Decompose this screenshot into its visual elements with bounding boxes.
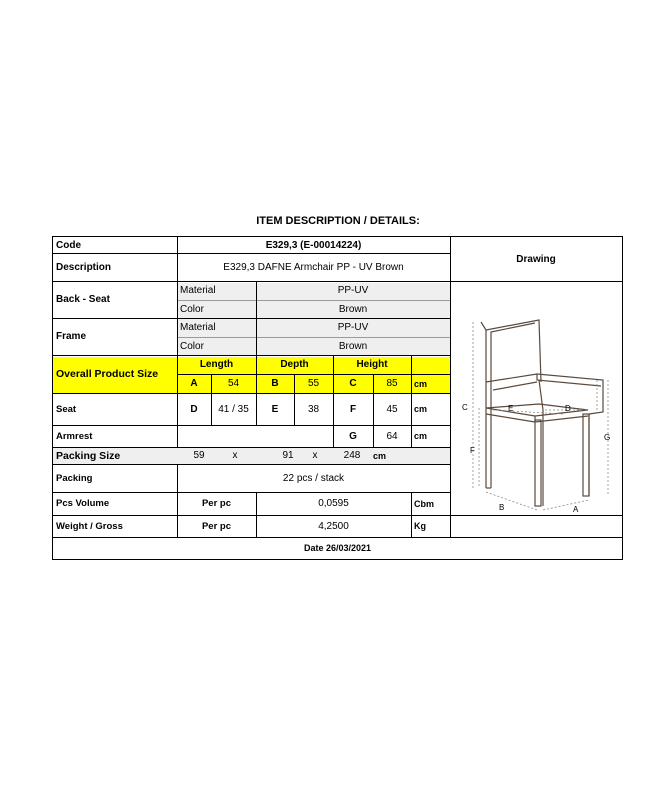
packing-size-unit: cm [373,450,387,461]
packing-size-v3: 248 [343,450,361,461]
drawing-label-b: B [499,503,505,512]
dim-c-value: 85 [386,378,398,389]
packing-size-x1: x [232,450,238,461]
dim-a-letter: A [190,378,198,389]
overall-size-label: Overall Product Size [56,368,159,380]
pcs-volume-value: 0,0595 [318,498,349,509]
dim-g-letter: G [349,430,357,442]
description-value: E329,3 DAFNE Armchair PP - UV Brown [223,261,404,273]
pcs-volume-per: Per pc [201,498,232,509]
dim-b-letter: B [271,378,279,389]
armrest-label: Armrest [56,430,93,442]
packing-size-v1: 59 [193,450,205,461]
dim-d-value: 41 / 35 [218,403,249,415]
code-label: Code [56,239,81,251]
packing-label: Packing [56,472,93,484]
packing-size-x2: x [312,450,318,461]
packing-size-label: Packing Size [56,449,121,462]
frame-color-value: Brown [338,340,368,352]
drawing-label-f: F [470,446,475,455]
drawing-label-c: C [462,403,468,412]
drawing-label-d: D [565,404,571,413]
dim-b-value: 55 [307,378,320,389]
seat-unit: cm [414,404,428,414]
back-seat-material-value: PP-UV [337,285,369,296]
seat-label: Seat [56,403,77,415]
frame-material-label: Material [180,322,216,333]
armrest-unit: cm [414,431,428,441]
weight-value: 4,2500 [318,520,349,532]
depth-header: Depth [280,359,309,370]
code-value: E329,3 (E-00014224) [265,239,362,251]
dim-e-letter: E [271,403,279,415]
frame-material-value: PP-UV [337,322,369,333]
chair-drawing [453,310,619,520]
height-header: Height [356,359,388,370]
date-footer: Date 26/03/2021 [303,543,372,553]
back-seat-color-value: Brown [338,303,368,315]
length-header: Length [199,359,234,370]
dim-a-value: 54 [227,378,240,389]
dim-g-value: 64 [386,430,398,442]
back-seat-color-label: Color [180,303,204,315]
drawing-label-g: G [604,433,611,442]
dim-c-letter: C [349,378,357,389]
drawing-label-a: A [573,505,579,514]
dim-f-value: 45 [386,403,398,415]
dim-d-letter: D [190,403,198,415]
drawing-label: Drawing [516,253,556,265]
dim-f-letter: F [349,403,357,415]
description-label: Description [56,261,112,273]
drawing-label-e: E [508,404,514,413]
back-seat-material-label: Material [180,285,216,296]
pcs-volume-label: Pcs Volume [56,498,110,509]
weight-unit: Kg [414,521,426,531]
pcs-volume-unit: Cbm [414,498,434,509]
dim-e-value: 38 [307,403,320,415]
weight-per: Per pc [201,520,232,532]
frame-color-label: Color [180,340,204,352]
packing-size-v2: 91 [282,450,294,461]
frame-label: Frame [56,331,87,342]
page-title: ITEM DESCRIPTION / DETAILS: [256,215,420,227]
packing-value: 22 pcs / stack [282,472,345,484]
weight-label: Weight / Gross [56,520,123,532]
overall-unit: cm [414,378,428,389]
back-seat-label: Back - Seat [56,294,110,305]
